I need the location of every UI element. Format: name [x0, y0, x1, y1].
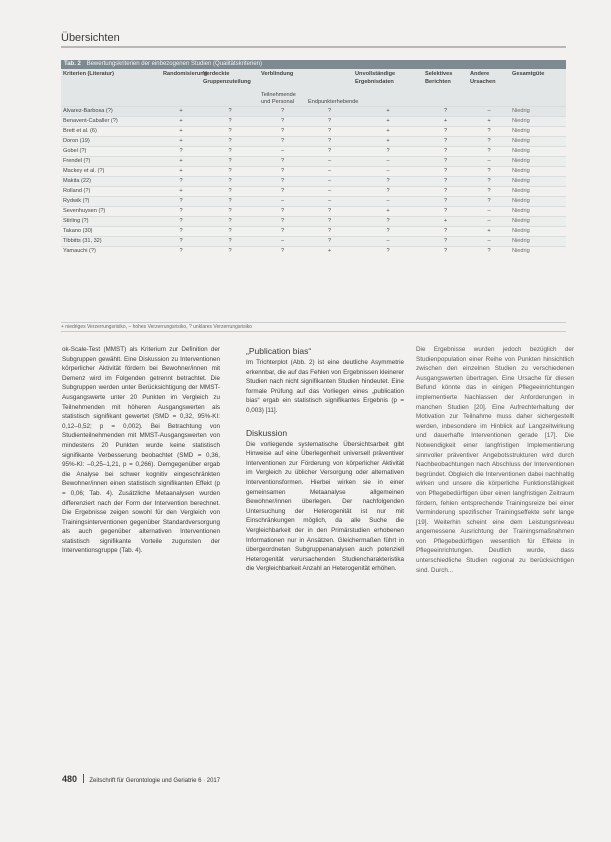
table-row	[61, 217, 566, 227]
table-cell: ?	[306, 217, 353, 227]
table-cell: ?	[423, 227, 468, 237]
table-cell: ?	[306, 237, 353, 247]
table-row	[61, 197, 566, 207]
table-caption-label: Tab. 2	[64, 61, 81, 67]
subheader-participants: Teilnehmende und Personal	[261, 92, 296, 105]
table-cell: +	[161, 157, 201, 167]
page-number: 480	[62, 774, 78, 784]
table-cell-study: Takano (30)	[61, 227, 161, 237]
table-cell: ?	[201, 237, 259, 247]
quality-criteria-table	[61, 70, 566, 256]
table-cell: +	[306, 247, 353, 257]
table-cell: ?	[161, 247, 201, 257]
table-cell: ?	[259, 127, 306, 137]
page-footer	[62, 774, 220, 784]
table-cell: –	[353, 197, 423, 207]
table-column-header: Selektives Berichten	[425, 71, 453, 85]
table-cell: ?	[423, 177, 468, 187]
table-cell: ?	[161, 207, 201, 217]
table-cell: –	[353, 157, 423, 167]
table-caption-bar	[61, 60, 566, 69]
table-row	[61, 227, 566, 237]
table-cell-study: Sevenhuysen (?)	[61, 207, 161, 217]
table-cell: +	[423, 217, 468, 227]
table-cell-study: Brett et al. (6)	[61, 127, 161, 137]
table-cell: ?	[306, 107, 353, 117]
table-cell: ?	[423, 127, 468, 137]
table-cell: ?	[201, 247, 259, 257]
table-cell: ?	[161, 197, 201, 207]
table-cell: +	[161, 137, 201, 147]
journal-name: Zeitschrift für Gerontologie und Geriatrie 6 · 2017	[89, 778, 221, 784]
table-cell: –	[468, 157, 510, 167]
table-cell: –	[468, 217, 510, 227]
table-cell: ?	[353, 247, 423, 257]
table-cell: Niedrig	[510, 207, 566, 217]
table-caption-text: Bewertungskriterien der einbezogenen Studien (Qualitätskriterien)	[86, 61, 263, 67]
table-cell: +	[353, 117, 423, 127]
table-cell: ?	[353, 187, 423, 197]
table-column-header	[306, 70, 353, 90]
body-paragraph: Die Ergebnisse wurden jedoch bezüglich der Studienpopulation einer Reihe von Punkten hinsichtlich zwischen den einzelnen Studien zu verschiedenen Ausgangswerten übertragen. Eine Ursache für diesen Befund könnte das in einigen Pflegeeinrichtungen implementierte Nachlassen der Anforderungen in manchen Studien [20]. Eine Aufrechterhaltung der Motivation zur Teilnahme muss daher sichergestellt werden, inbesondere im Hinblick auf Langzeitwirkung und dauerhafte Interventionen gerade [17]. Die Notwendigkeit einer langfristigen Implementierung sinnvoller präventiver Angebotsstrukturen wird durch Nachbeobachtungen nach Abschluss der Interventionen begründet. Obgleich die Interventionen dabei nachhaltig wirken und unsere die körperliche Funktionsfähigkeit von Pflegebedürftigen über einen langfristigen Zeitraum fördern, fehlen entsprechende Trainingsreize bei einer Verminderung spezifischer Trainingseffekte sehr lange [19]. Weiterhin scheint eine dem Leistungsniveau angemessene Ausrichtung der Trainingsmaßnahmen von Pflegebedürftigen wesentlich für Effekte in Pflegeeinrichtungen. Deutlich wurde, dass unterschiedliche Studien regional zu berücksichtigen sind. Durch...	[416, 346, 574, 574]
table-cell: Niedrig	[510, 177, 566, 187]
table-cell: +	[353, 107, 423, 117]
table-cell: ?	[259, 157, 306, 167]
table-cell: ?	[161, 237, 201, 247]
table-column-header: Randomisierung	[163, 71, 208, 77]
table-row	[61, 247, 566, 257]
table-cell: ?	[259, 227, 306, 237]
table-cell-study: Doron (19)	[61, 137, 161, 147]
table-cell: Niedrig	[510, 227, 566, 237]
table-cell: +	[161, 167, 201, 177]
table-cell: –	[353, 167, 423, 177]
table-cell: ?	[161, 147, 201, 157]
table-cell: ?	[468, 137, 510, 147]
table-cell: ?	[259, 167, 306, 177]
table-cell: Niedrig	[510, 157, 566, 167]
table-cell: Niedrig	[510, 187, 566, 197]
table-cell-study: Frendel (?)	[61, 157, 161, 167]
table-header-row	[61, 70, 566, 90]
table-cell: +	[468, 227, 510, 237]
header-rule	[61, 46, 566, 48]
table-footnote: + niedriges Verzerrungsrisiko, – hohes Verzerrungsrisiko, ? unklares Verzerrungsrisiko	[61, 322, 566, 332]
table-cell: +	[161, 117, 201, 127]
heading-publication-bias: „Publication bias“	[246, 346, 312, 356]
table-row	[61, 207, 566, 217]
table-cell: Niedrig	[510, 217, 566, 227]
table-column-header: Gesamtgüte	[512, 71, 545, 77]
table-cell: +	[161, 107, 201, 117]
table-column-header: Unvollständige Ergebnisdaten	[355, 71, 396, 85]
table-cell: Niedrig	[510, 107, 566, 117]
table-cell: ?	[423, 187, 468, 197]
table-column-header: Verblindung	[261, 71, 294, 77]
table-cell: ?	[201, 177, 259, 187]
table-cell: ?	[259, 207, 306, 217]
table-row	[61, 157, 566, 167]
table-cell: ?	[468, 177, 510, 187]
table-cell: ?	[201, 197, 259, 207]
table-cell-study: Mackey et al. (?)	[61, 167, 161, 177]
body-paragraph: ok-Scale-Test (MMST) als Kriterium zur Definition der Subgruppen gewählt. Eine Diskussion zu Interventionen körperlicher Aktivität fördern bei Bewohner/innen mit Demenz wird im Folgenden getrennt betrachtet. Die Subgruppen werden unter Berücksichtigung der MMST-Ausgangswerte unter 20 Punkten im Vergleich zu Teilnehmenden mit höheren Ausgangswerten als statistisch signifikant gewertet (SMD = 0,32, 95%-KI: 0,12–0,52; p = 0,002). Bei Betrachtung von Studienteilnehmenden mit MMST-Ausgangswerten von mindestens 20 Punkten wurde keine statistisch signifikante Verbesserung beobachtet (SMD = 0,36, 95%-KI: –0,25–1,21, p = 0,266). Demgegenüber ergab die Analyse bei schwer kognitiv eingeschränkten Bewohner/innen einen statistisch signifikanten Effekt (p = 0,06; Tab. 4). Zusätzliche Metaanalysen wurden differenziert nach der Form der Intervention berechnet. Die Ergebnisse zeigen sowohl für den Vergleich von Trainingsinterventionen gegenüber Standardversorgung als auch gegenüber alternativen Interventionen statistisch signifikante Vorteile zugunsten der Interventionsgruppe (Tab. 4).	[62, 346, 220, 555]
body-paragraph: Im Trichterplot (Abb. 2) ist eine deutliche Asymmetrie erkennbar, die auf das Fehlen von Ergebnissen kleinerer Studien nach nicht signifikanten Studien hindeutet. Eine formale Prüfung auf das Vorliegen eines „publication bias“ ergab ein statistisch signifikantes Ergebnis (p = 0,003) [11].	[246, 359, 404, 414]
table-cell-study: Stirling (?)	[61, 217, 161, 227]
table-cell: +	[161, 187, 201, 197]
table-cell: ?	[306, 207, 353, 217]
table-row	[61, 117, 566, 127]
table-cell: ?	[468, 197, 510, 207]
table-cell: ?	[201, 127, 259, 137]
table-cell: Niedrig	[510, 197, 566, 207]
table-cell: ?	[423, 247, 468, 257]
table-cell: +	[423, 117, 468, 127]
table-cell: +	[353, 137, 423, 147]
table-cell: ?	[161, 177, 201, 187]
table-cell: ?	[353, 177, 423, 187]
table-cell: ?	[201, 187, 259, 197]
table-cell: ?	[306, 227, 353, 237]
table-cell: ?	[353, 227, 423, 237]
table-row	[61, 167, 566, 177]
table-cell: –	[259, 237, 306, 247]
table-cell: ?	[161, 227, 201, 237]
footer-separator	[83, 774, 84, 783]
table-cell: ?	[468, 147, 510, 157]
table-cell: ?	[259, 247, 306, 257]
table-cell: ?	[201, 227, 259, 237]
table-cell: –	[468, 237, 510, 247]
table-cell: ?	[468, 247, 510, 257]
table-cell: ?	[353, 217, 423, 227]
table-cell: Niedrig	[510, 137, 566, 147]
table-cell-study: Rolland (?)	[61, 187, 161, 197]
table-column-header: Andere Ursachen	[470, 71, 496, 85]
table-cell: ?	[201, 157, 259, 167]
text-column-left	[62, 345, 220, 556]
table-cell-study: Gobel (?)	[61, 147, 161, 157]
table-cell: Niedrig	[510, 117, 566, 127]
table-cell: –	[468, 207, 510, 217]
table-cell: –	[353, 237, 423, 247]
table-cell: ?	[306, 117, 353, 127]
table-cell-study: Alvarez-Barbosa (?)	[61, 107, 161, 117]
table-cell: Niedrig	[510, 237, 566, 247]
table-cell: Niedrig	[510, 127, 566, 137]
section-title: Übersichten	[61, 32, 120, 44]
table-column-header: Kriterien (Literatur)	[63, 71, 114, 77]
table-cell: –	[468, 107, 510, 117]
table-cell: –	[306, 157, 353, 167]
table-row	[61, 187, 566, 197]
table-cell: –	[259, 197, 306, 207]
table-cell: ?	[201, 137, 259, 147]
table-cell: ?	[468, 127, 510, 137]
table-cell: +	[353, 207, 423, 217]
table-cell: –	[306, 197, 353, 207]
table-cell: ?	[201, 207, 259, 217]
table-cell: ?	[201, 217, 259, 227]
table-cell: ?	[201, 107, 259, 117]
table-cell-study: Tibbitts (31, 32)	[61, 237, 161, 247]
table-cell-study: Benavent-Caballer (?)	[61, 117, 161, 127]
subheader-assessors: Endpunkterhebende	[308, 99, 359, 105]
table-cell: ?	[423, 237, 468, 247]
table-cell: ?	[306, 147, 353, 157]
table-row	[61, 127, 566, 137]
table-cell: ?	[468, 167, 510, 177]
table-cell: ?	[259, 137, 306, 147]
text-column-right	[416, 345, 574, 575]
table-cell: ?	[423, 197, 468, 207]
table-cell: Niedrig	[510, 167, 566, 177]
table-cell: +	[353, 127, 423, 137]
table-cell-study: Yamauchi (?)	[61, 247, 161, 257]
table-cell: ?	[259, 217, 306, 227]
table-cell: Niedrig	[510, 247, 566, 257]
text-column-middle	[246, 345, 404, 574]
table-cell: ?	[423, 137, 468, 147]
table-column-header: Verdeckte Gruppenzuteilung	[203, 71, 251, 85]
table-cell: –	[259, 147, 306, 157]
table-row	[61, 237, 566, 247]
table-cell: ?	[201, 167, 259, 177]
table-cell: ?	[201, 147, 259, 157]
table-cell: ?	[423, 157, 468, 167]
table-cell: ?	[161, 217, 201, 227]
table-cell: ?	[353, 147, 423, 157]
table-cell: ?	[201, 117, 259, 127]
table-cell: ?	[259, 107, 306, 117]
table-cell: +	[161, 127, 201, 137]
table-cell: –	[306, 167, 353, 177]
table-row	[61, 137, 566, 147]
table-cell: –	[306, 177, 353, 187]
table-cell: ?	[423, 147, 468, 157]
table-cell: ?	[306, 137, 353, 147]
table-cell: ?	[423, 207, 468, 217]
table-cell: ?	[306, 127, 353, 137]
table-row	[61, 107, 566, 117]
table-cell: ?	[259, 177, 306, 187]
table-cell-study: Makita (22)	[61, 177, 161, 187]
table-cell: –	[306, 187, 353, 197]
table-cell: ?	[468, 187, 510, 197]
table-cell: ?	[423, 107, 468, 117]
table-cell: ?	[259, 187, 306, 197]
table-cell-study: Rydwik (?)	[61, 197, 161, 207]
table-cell: ?	[423, 167, 468, 177]
table-subheader-row	[61, 90, 566, 107]
table-cell: +	[468, 117, 510, 127]
table-row	[61, 177, 566, 187]
table-row	[61, 147, 566, 157]
body-paragraph: Die vorliegende systematische Übersichtsarbeit gibt Hinweise auf eine Überlegenheit universell präventiver Interventionen zur Förderung von körperlicher Aktivität im Vergleich zu üblicher Versorgung oder alternativen Interventionsformen. Hierbei wirken sie in einer gemeinsamen Metaanalyse allgemeinen Bewohner/innen überlegen. Der nachfolgenden Untersuchung der Heterogenität ist nur mit Einschränkungen möglich, da alle Suche die Vergleichbarkeit der in den Primärstudien erhobenen Informationen nur in Ansätzen. Gleichermaßen führt in übergeordneten Subgruppenanalysen auch potenziell Heterogenität verursachenden Studiencharakteristika die Vergleichbarkeit Anzahl an Heterogenität erhöhen.	[246, 440, 404, 573]
table-cell: ?	[259, 117, 306, 127]
heading-discussion: Diskussion	[246, 427, 288, 438]
table-cell: Niedrig	[510, 147, 566, 157]
